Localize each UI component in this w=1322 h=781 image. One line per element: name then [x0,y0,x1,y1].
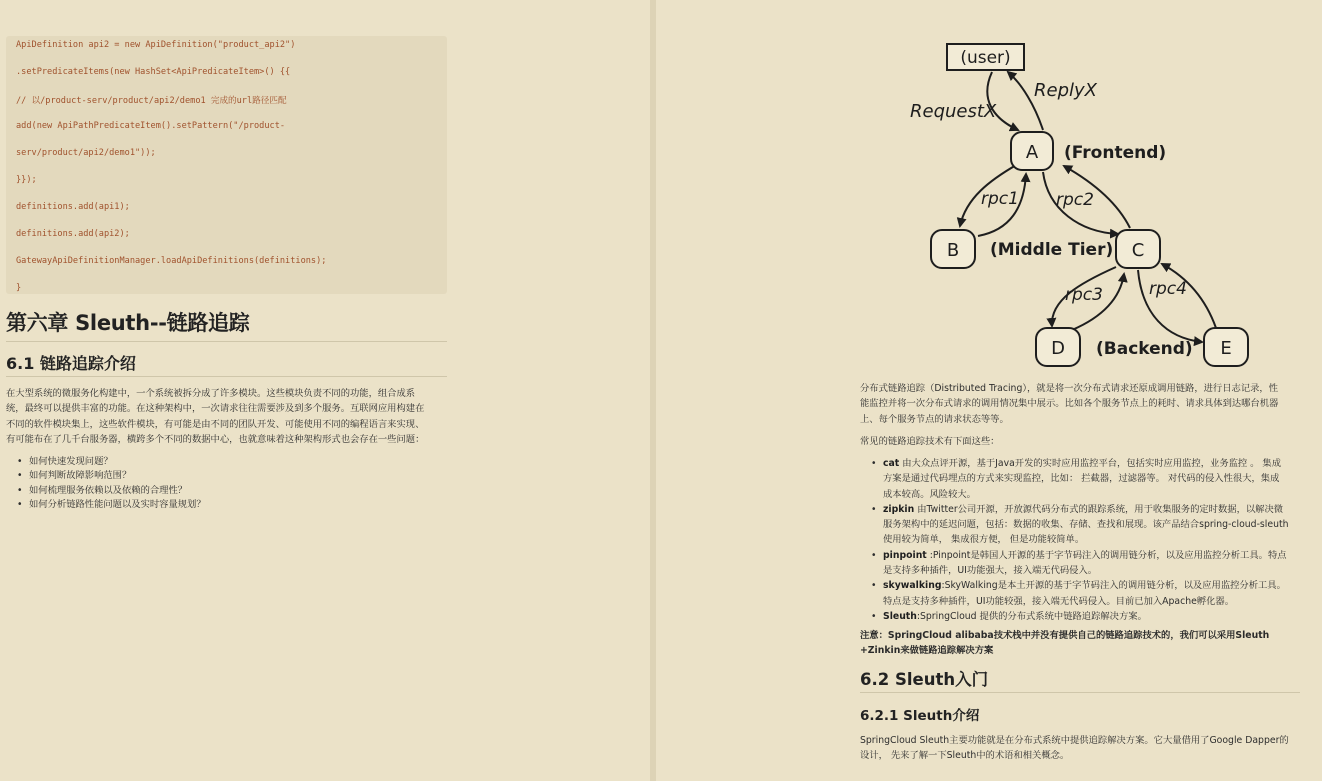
node-b-label: B [946,240,960,261]
rpc3-label: rpc3 [1065,285,1103,305]
text-line: 分布式链路追踪（Distributed Tracing），就是将一次分布式请求还原成调用链路，进行日志记录，性 [860,383,1279,394]
list-item: • 如何判断故障影响范围？ [16,469,206,483]
tech-name: Sleuth [883,610,917,622]
code-line: serv/product/api2/demo1")); [16,148,156,158]
question-list [16,455,206,513]
text-line: +Zinkin来做链路追踪解决方案 [860,645,994,657]
divider [6,376,447,377]
text-line: 上、每个服务节点的请求状态等等。 [860,413,1009,425]
request-label: RequestX [910,101,997,122]
node-c-label: C [1131,240,1145,261]
tracing-diagram [900,38,1260,372]
tech-desc: 使用较为简单， 集成很方便， 但是功能较简单。 [883,534,1085,546]
code-line: // 以/product-serv/product/api2/demo1 完成的url路径匹配 [16,96,287,106]
tech-item-sleuth [870,609,1289,624]
text-line: 不同的软件模块集上，这些软件模块，有可能是由不同的团队开发、可能使用不同的编程语言来实现、 [6,418,425,430]
tracing-description [860,381,1278,427]
section-title-sleuth: 6.2 Sleuth入门 [860,670,989,689]
user-label: (user) [960,48,1011,68]
tech-desc: 是支持多种插件，UI功能强大，接入端无代码侵入。 [883,565,1098,577]
tech-item-zipkin [870,502,1289,548]
list-item: • 如何梳理服务依赖以及依赖的合理性？ [16,484,206,498]
text-line: 设计， 先来了解一下Sleuth中的术语和相关概念。 [860,750,1070,762]
tech-desc: 由Twitter公司开源，开放源代码分布式的跟踪系统，用于收集服务的定时数据，以解决微 [914,503,1284,515]
node-d-label: D [1051,338,1065,359]
divider [860,692,1300,693]
tech-desc: 方案是通过代码埋点的方式来实现监控，比如： 拦截器，过滤器等。 对代码的侵入性很大，集成 [883,473,1280,485]
middle-tier-label: (Middle Tier) [990,240,1114,260]
sleuth-intro [860,733,1289,764]
list-item: • 如何快速发现问题？ [16,455,206,469]
list-item: • 如何分析链路性能问题以及实时容量规划？ [16,498,206,512]
code-block [6,36,447,294]
rpc4-label: rpc4 [1149,279,1187,299]
code-line: ApiDefinition api2 = new ApiDefinition("product_api2") [16,40,296,50]
code-line: GatewayApiDefinitionManager.loadApiDefinitions(definitions); [16,256,327,266]
code-line: } [16,283,22,293]
section-title: 6.1 链路追踪介绍 [6,354,136,373]
tech-desc: :SkyWalking是本土开源的基于字节码注入的调用链分析，以及应用监控分析工具。 [941,580,1286,592]
backend-label: (Backend) [1096,339,1193,359]
node-a-label: A [1025,142,1039,163]
code-line: }}); [16,175,37,185]
tech-desc: 成本较高。风险较大。 [883,488,976,500]
intro-paragraph [6,386,424,447]
code-line: definitions.add(api2); [16,229,130,239]
frontend-label: (Frontend) [1064,143,1167,163]
text-line: 能监控并将一次分布式请求的调用情况集中展示。比如各个服务节点上的耗时、请求具体到达哪台机器 [860,398,1279,410]
chapter-title: 第六章 Sleuth--链路追踪 [6,311,250,335]
tech-item-pinpoint [870,548,1289,579]
tech-name: skywalking [883,580,942,592]
tech-desc: 特点是支持多种插件，UI功能较强，接入端无代码侵入。目前已加入Apache孵化器。 [883,595,1235,607]
code-line: definitions.add(api1); [16,202,130,212]
common-tech-intro: 常见的链路追踪技术有下面这些： [860,436,1000,447]
tech-name: pinpoint [883,549,927,561]
tech-desc: 服务架构中的延迟问题，包括：数据的收集、存储、查找和展现。该产品结合spring-cloud-sleuth [883,519,1289,531]
tech-item-skywalking [870,578,1289,609]
divider [6,341,447,342]
subsection-title-sleuth: 6.2.1 Sleuth介绍 [860,708,980,724]
text-line: 有可能布在了几千台服务器，横跨多个不同的数据中心，也就意味着这种架构形式也会存在一些问题： [6,433,425,445]
tech-name: zipkin [883,503,915,515]
text-line: SpringCloud Sleuth主要功能就是在分布式系统中提供追踪解决方案。它大量借用了Google Dapper的 [860,735,1289,746]
reply-label: ReplyX [1034,80,1097,101]
tech-desc: :SpringCloud 提供的分布式系统中链路追踪解决方案。 [916,610,1147,622]
text-line: 统，最终可以提供丰富的功能。在这种架构中，一次请求往往需要涉及到多个服务。互联网应用构建在 [6,403,425,415]
tech-list [870,456,1289,624]
rpc2-label: rpc2 [1056,190,1094,210]
code-line: .setPredicateItems(new HashSet<ApiPredicateItem>() {{ [16,67,291,77]
node-e-label: E [1220,338,1232,359]
tech-desc: 由大众点评开源，基于Java开发的实时应用监控平台，包括实时应用监控，业务监控 。 集成 [899,458,1282,469]
rpc1-label: rpc1 [981,189,1019,209]
tech-item-cat [870,456,1289,502]
code-line: add(new ApiPathPredicateItem().setPattern("/product- [16,121,286,131]
text-line: 在大型系统的微服务化构建中，一个系统被拆分成了许多模块。这些模块负责不同的功能，组合成系 [6,388,416,399]
note-paragraph [860,628,1269,659]
tech-desc: :Pinpoint是韩国人开源的基于字节码注入的调用链分析，以及应用监控分析工具。特点 [926,549,1287,561]
tech-name: cat [883,458,900,469]
text-line: 注意：SpringCloud alibaba技术栈中并没有提供自己的链路追踪技术的，我们可以采用Sleuth [860,630,1270,641]
